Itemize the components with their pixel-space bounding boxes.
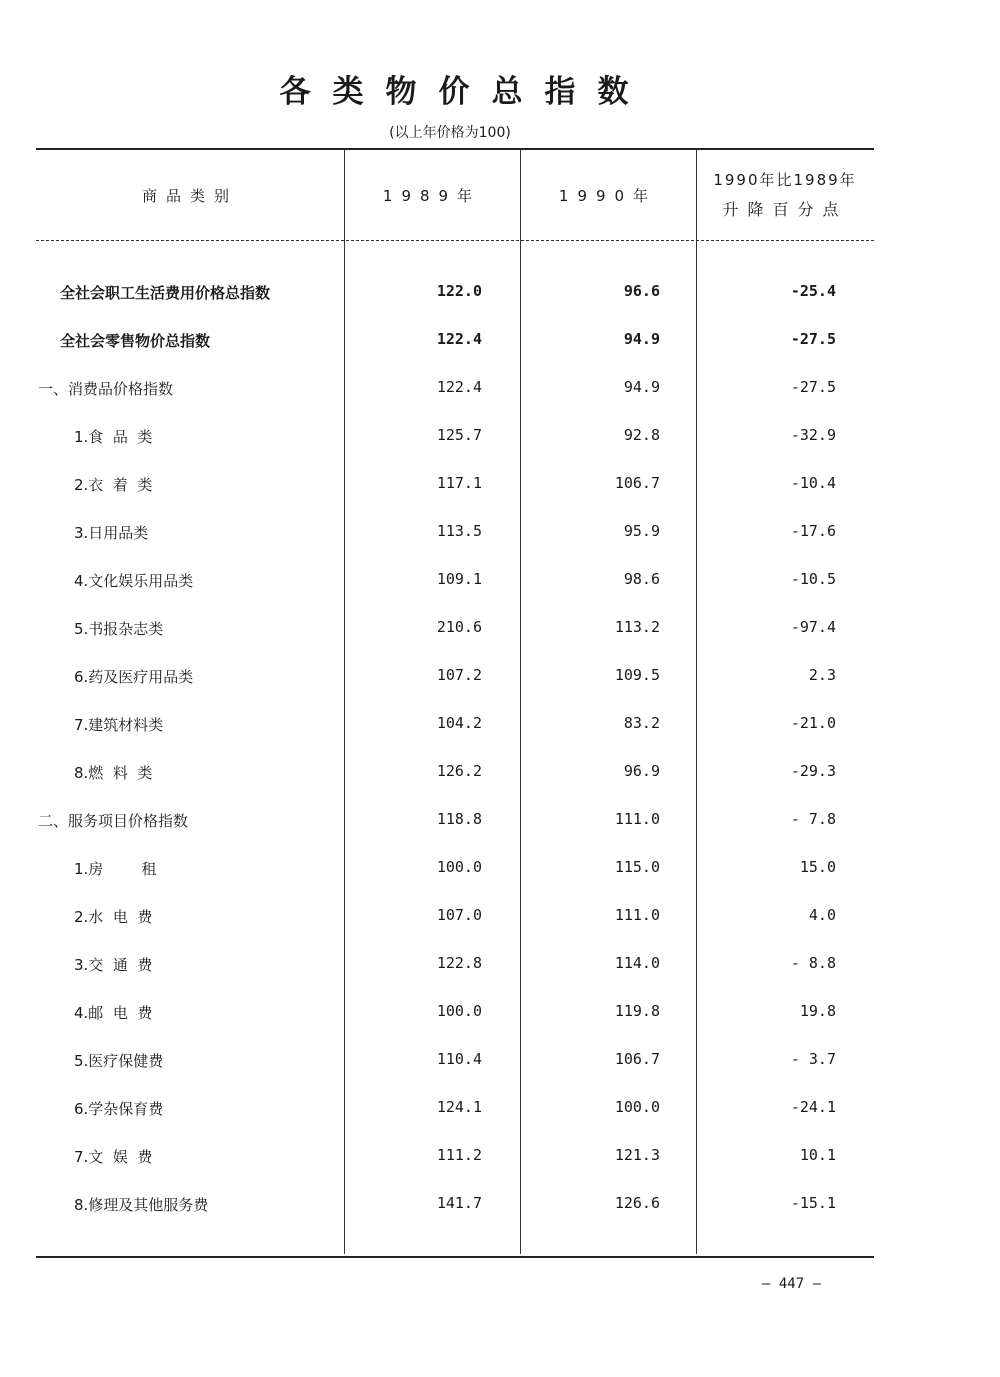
table-row [36, 374, 874, 404]
row-label: 5.医疗保健费 [74, 1052, 164, 1070]
column-divider [520, 150, 521, 1254]
value-1990: 98.6 [623, 570, 660, 588]
value-1989: 100.0 [436, 858, 482, 876]
page-title: 各类物价总指数 [279, 74, 651, 110]
header-change-line1: 1990年比1989年 [713, 171, 857, 189]
table-row [36, 422, 874, 452]
table-row [36, 614, 874, 644]
value-1989: 118.8 [436, 810, 482, 828]
table-row [36, 518, 874, 548]
value-1990: 109.5 [614, 666, 660, 684]
value-1989: 117.1 [436, 474, 482, 492]
row-label: 2.水 电 费 [74, 908, 153, 926]
table-row [36, 1190, 874, 1220]
row-label: 8.修理及其他服务费 [74, 1196, 209, 1214]
value-1990: 113.2 [614, 618, 660, 636]
value-1989: 122.0 [436, 282, 482, 300]
row-label: 3.日用品类 [74, 524, 149, 542]
value-1990: 111.0 [614, 906, 660, 924]
row-label: 1.房 租 [74, 860, 157, 878]
value-1989: 110.4 [436, 1050, 482, 1068]
value-1990: 100.0 [614, 1098, 660, 1116]
value-1990: 115.0 [614, 858, 660, 876]
value-1990: 96.6 [623, 282, 660, 300]
value-change: 4.0 [808, 906, 836, 924]
value-change: 19.8 [799, 1002, 836, 1020]
value-change: -29.3 [790, 762, 836, 780]
value-change: -27.5 [790, 330, 836, 348]
header-1989: 1989年 [382, 186, 482, 205]
value-1990: 121.3 [614, 1146, 660, 1164]
row-label: 1.食 品 类 [74, 428, 153, 446]
value-change: - 7.8 [790, 810, 836, 828]
value-change: 10.1 [799, 1146, 836, 1164]
value-1989: 124.1 [436, 1098, 482, 1116]
value-change: -21.0 [790, 714, 836, 732]
table-row [36, 1046, 874, 1076]
table-bottom-rule [36, 1256, 874, 1258]
page-number: — 447 — [762, 1276, 822, 1292]
value-1990: 83.2 [623, 714, 660, 732]
value-1990: 92.8 [623, 426, 660, 444]
value-change: -15.1 [790, 1194, 836, 1212]
value-change: 15.0 [799, 858, 836, 876]
value-1990: 106.7 [614, 474, 660, 492]
value-change: -24.1 [790, 1098, 836, 1116]
row-label: 6.药及医疗用品类 [74, 668, 194, 686]
value-1990: 126.6 [614, 1194, 660, 1212]
value-change: -10.5 [790, 570, 836, 588]
value-change: -25.4 [790, 282, 836, 300]
value-1989: 125.7 [436, 426, 482, 444]
table-row [36, 854, 874, 884]
header-change [696, 150, 874, 240]
value-1989: 210.6 [436, 618, 482, 636]
value-1989: 141.7 [436, 1194, 482, 1212]
value-1989: 126.2 [436, 762, 482, 780]
value-change: -32.9 [790, 426, 836, 444]
page-subtitle: (以上年价格为100) [389, 125, 511, 141]
value-1989: 107.2 [436, 666, 482, 684]
table-row [36, 1094, 874, 1124]
value-1990: 114.0 [614, 954, 660, 972]
value-1989: 122.8 [436, 954, 482, 972]
value-1990: 95.9 [623, 522, 660, 540]
table-row [36, 278, 874, 308]
value-1989: 122.4 [436, 378, 482, 396]
row-label: 全社会职工生活费用价格总指数 [60, 284, 271, 302]
row-label: 5.书报杂志类 [74, 620, 164, 638]
row-label: 二、服务项目价格指数 [38, 812, 189, 830]
table-header-rule [36, 240, 874, 241]
row-label: 4.邮 电 费 [74, 1004, 153, 1022]
value-1989: 104.2 [436, 714, 482, 732]
value-change: - 3.7 [790, 1050, 836, 1068]
value-1989: 109.1 [436, 570, 482, 588]
row-label: 3.交 通 费 [74, 956, 153, 974]
header-1990: 1990年 [558, 186, 658, 205]
column-divider [344, 150, 345, 1254]
column-divider [696, 150, 697, 1254]
value-change: -97.4 [790, 618, 836, 636]
row-label: 8.燃 料 类 [74, 764, 153, 782]
value-change: - 8.8 [790, 954, 836, 972]
table-row [36, 1142, 874, 1172]
table-row [36, 470, 874, 500]
row-label: 2.衣 着 类 [74, 476, 153, 494]
table-row [36, 710, 874, 740]
table-row [36, 758, 874, 788]
value-1989: 113.5 [436, 522, 482, 540]
value-1989: 122.4 [436, 330, 482, 348]
value-change: -27.5 [790, 378, 836, 396]
price-index-table [36, 148, 874, 1258]
table-row [36, 566, 874, 596]
value-1989: 107.0 [436, 906, 482, 924]
value-1990: 111.0 [614, 810, 660, 828]
table-row [36, 998, 874, 1028]
table-row [36, 326, 874, 356]
value-1989: 100.0 [436, 1002, 482, 1020]
value-1990: 119.8 [614, 1002, 660, 1020]
row-label: 一、消费品价格指数 [38, 380, 174, 398]
table-row [36, 662, 874, 692]
table-row [36, 902, 874, 932]
header-change-line2: 升降百分点 [722, 200, 848, 219]
row-label: 全社会零售物价总指数 [60, 332, 211, 350]
value-change: 2.3 [808, 666, 836, 684]
row-label: 4.文化娱乐用品类 [74, 572, 194, 590]
value-change: -10.4 [790, 474, 836, 492]
row-label: 7.建筑材料类 [74, 716, 164, 734]
value-change: -17.6 [790, 522, 836, 540]
table-row [36, 950, 874, 980]
value-1989: 111.2 [436, 1146, 482, 1164]
header-category: 商品类别 [141, 186, 238, 205]
value-1990: 96.9 [623, 762, 660, 780]
value-1990: 94.9 [623, 330, 660, 348]
row-label: 6.学杂保育费 [74, 1100, 164, 1118]
value-1990: 106.7 [614, 1050, 660, 1068]
table-row [36, 806, 874, 836]
row-label: 7.文 娱 费 [74, 1148, 153, 1166]
value-1990: 94.9 [623, 378, 660, 396]
